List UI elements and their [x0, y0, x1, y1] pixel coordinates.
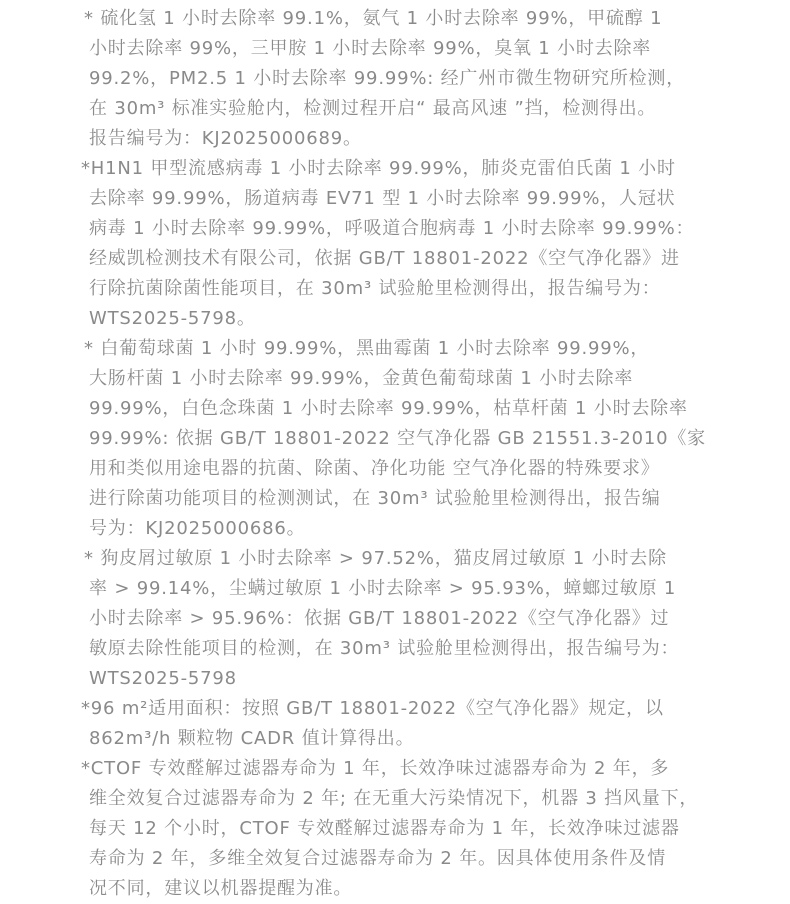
note-line: 去除率 99.99%，肠道病毒 EV71 型 1 小时去除率 99.99%，人冠状: [89, 188, 676, 209]
note-line: 经威凯检测技术有限公司，依据 GB/T 18801-2022《空气净化器》进: [89, 248, 680, 269]
note-line: 号为：KJ2025000686。: [89, 518, 306, 539]
note-line: 敏原去除性能项目的检测，在 30m³ 试验舱里检测得出，报告编号为：: [89, 638, 680, 659]
note-line: 99.99%: 依据 GB/T 18801-2022 空气净化器 GB 21551.3-2010《家: [89, 428, 706, 449]
note-line: * 硫化氢 1 小时去除率 99.1%，氨气 1 小时去除率 99%，甲硫醇 1: [84, 8, 663, 29]
note-line: WTS2025-5798。: [89, 308, 256, 329]
note-line: 进行除菌功能项目的检测测试，在 30m³ 试验舱里检测得出，报告编: [89, 488, 661, 509]
note-line: WTS2025-5798: [89, 668, 237, 689]
note-coverage-area: [81, 694, 724, 754]
note-line: 用和类似用途电器的抗菌、除菌、净化功能 空气净化器的特殊要求》: [89, 458, 660, 479]
note-line: 况不同，建议以机器提醒为准。: [89, 878, 353, 899]
note-line: * 白葡萄球菌 1 小时 99.99%，黑曲霉菌 1 小时去除率 99.99%，: [84, 338, 650, 359]
note-line: * 狗皮屑过敏原 1 小时去除率 > 97.52%，猫皮屑过敏原 1 小时去除: [84, 548, 667, 569]
note-bacteria-removal: [84, 334, 724, 544]
note-line: 小时去除率 > 95.96%：依据 GB/T 18801-2022《空气净化器》过: [89, 608, 670, 629]
note-virus-removal: [81, 154, 724, 334]
note-line: *96 m²适用面积：按照 GB/T 18801-2022《空气净化器》规定，以: [81, 698, 664, 719]
note-line: *H1N1 甲型流感病毒 1 小时去除率 99.99%，肺炎克雷伯氏菌 1 小时: [81, 158, 676, 179]
note-allergen-removal: [84, 544, 724, 694]
note-line: 寿命为 2 年，多维全效复合过滤器寿命为 2 年。因具体使用条件及情: [89, 848, 666, 869]
note-line: 99.2%，PM2.5 1 小时去除率 99.99%: 经广州市微生物研究所检测，: [89, 68, 686, 89]
note-line: 在 30m³ 标准实验舱内，检测过程开启“ 最高风速 ”挡，检测得出。: [89, 98, 657, 119]
note-filter-lifespan: [81, 754, 724, 904]
note-line: 99.99%，白色念珠菌 1 小时去除率 99.99%，枯草杆菌 1 小时去除率: [89, 398, 688, 419]
note-odor-removal: [84, 4, 724, 154]
note-line: 维全效复合过滤器寿命为 2 年; 在无重大污染情况下，机器 3 挡风量下，: [89, 788, 699, 809]
note-line: *CTOF 专效醛解过滤器寿命为 1 年，长效净味过滤器寿命为 2 年，多: [81, 758, 670, 779]
note-line: 小时去除率 99%，三甲胺 1 小时去除率 99%，臭氧 1 小时去除率: [89, 38, 652, 59]
note-line: 行除抗菌除菌性能项目，在 30m³ 试验舱里检测得出，报告编号为：: [89, 278, 661, 299]
note-line: 大肠杆菌 1 小时去除率 99.99%，金黄色葡萄球菌 1 小时去除率: [89, 368, 634, 389]
note-line: 每天 12 个小时，CTOF 专效醛解过滤器寿命为 1 年，长效净味过滤器: [89, 818, 680, 839]
note-line: 报告编号为：KJ2025000689。: [89, 128, 362, 149]
footnotes: [81, 4, 724, 904]
note-line: 862m³/h 颗粒物 CADR 值计算得出。: [89, 728, 415, 749]
note-line: 率 > 99.14%，尘螨过敏原 1 小时去除率 > 95.93%，蟑螂过敏原 1: [89, 578, 677, 599]
note-line: 病毒 1 小时去除率 99.99%，呼吸道合胞病毒 1 小时去除率 99.99%：: [89, 218, 695, 239]
